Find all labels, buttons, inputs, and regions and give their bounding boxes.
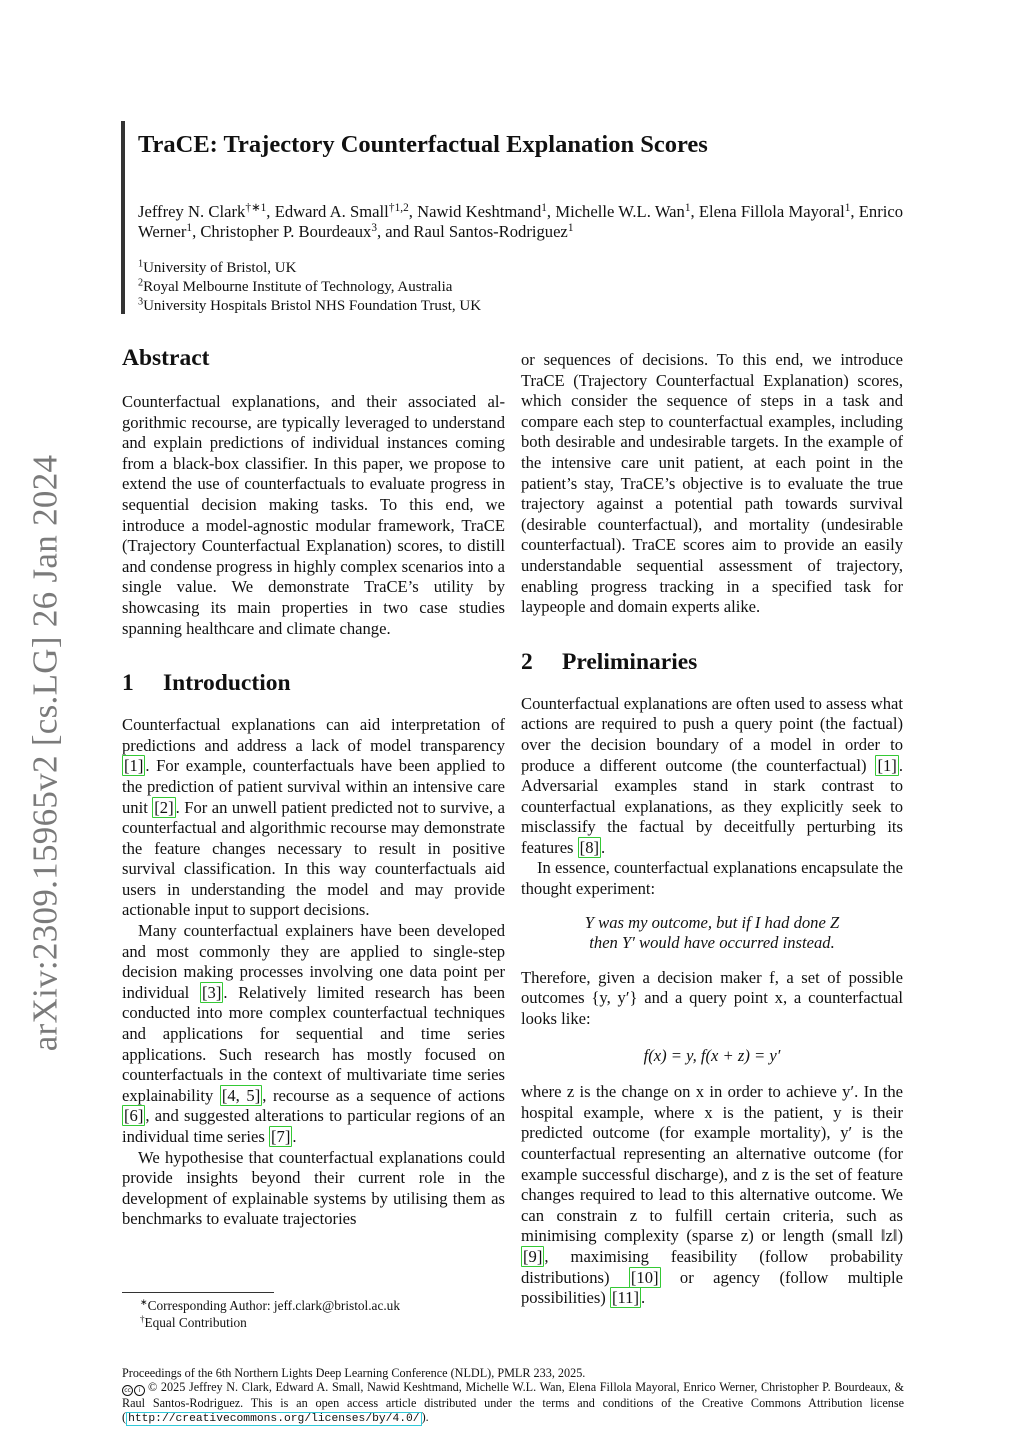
equation: f(x) = y, f(x + z) = y′ — [643, 1045, 781, 1065]
author-name: Enrico Werner — [138, 202, 904, 241]
author-affiliation-mark: 1 — [186, 221, 193, 234]
proceedings-footer — [122, 1366, 904, 1427]
intro-continuation: or sequences of decisions. To this end, we introduce TraCE (Trajectory Counterfactual Explanation) scores, which consider the sequence of steps in a task and compare each step to counterfactual examples, including both desirable and undesirable targets. In the example of the intensive care unit patient, at each point in the patient’s stay, TraCE’s objective is to evaluate the true trajectory against a potential path towards survival (desirable counterfactual), and mortality (undesirable counterfactual). TraCE scores aim to provide an easily understandable sequential assessment of trajectory, enabling progress tracking in a specified task for laypeople and domain experts alike. — [521, 350, 903, 617]
paragraph-text: . — [641, 1288, 646, 1308]
author-affiliation-mark: †∗1 — [245, 201, 267, 214]
footnote — [122, 1314, 502, 1331]
intro-paragraph-1 — [122, 715, 505, 921]
paragraph-text: . Relatively limited research has been conducted into more complex counterfactual techniques and applications for sequential and time series applications. Such research has mostly focused on counterfactuals in the context of multivariate time series explainability — [122, 982, 505, 1105]
paragraph-text: . — [292, 1127, 297, 1146]
paragraph-text: , recourse as a sequence of actions — [262, 1085, 506, 1105]
citation-link[interactable]: [2] — [154, 797, 174, 817]
citation-link[interactable]: [11] — [611, 1288, 639, 1308]
section-heading-introduction — [122, 669, 505, 697]
affiliation-text: University Hospitals Bristol NHS Foundation Trust, UK — [143, 298, 482, 314]
license-text: © 2025 Jeffrey N. Clark, Edward A. Small, Nawid Keshtmand, Michelle W.L. Wan, Elena Fillola Mayoral, Enrico Werner, Christopher P. Bourdeaux, & Raul Santos-Rodriguez. This is an open access article distributed under the terms and conditions of the Creative Commons Attribution license ( — [122, 1380, 904, 1425]
citation-link[interactable]: [8] — [579, 837, 600, 857]
section-title: Preliminaries — [562, 648, 698, 675]
author-name: Nawid Keshtmand — [417, 202, 542, 221]
paragraph-text: . Adversarial examples stand in stark contrast to counterfactual explanations, as they explicitly seek to misclassify the factual by deceitfully perturbing its features — [521, 755, 903, 857]
paragraph-text: . — [601, 837, 606, 857]
abstract-heading: Abstract — [122, 345, 210, 371]
left-column — [122, 344, 505, 1230]
affiliations — [138, 259, 638, 316]
paragraph-text: , and suggested alterations to particular regions of an individual time series — [122, 1106, 505, 1146]
affiliation-mark: 1 — [138, 258, 144, 270]
prelim-paragraph-3: Therefore, given a decision maker f, a set of possible outcomes {y, y′} and a query point x, a counterfactual looks like: — [521, 967, 903, 1029]
section-heading-preliminaries — [521, 648, 903, 676]
thought-experiment-quote — [521, 913, 903, 954]
author-affiliation-mark: †1,2 — [388, 201, 409, 214]
prelim-paragraph-1 — [521, 694, 903, 859]
abstract-text: Counterfactual explanations, and their associated algorithmic recourse, are typically leveraged to understand and explain predictions of individual instances coming from a black-box classifier. In this paper, we propose to extend the use of counterfactuals to evaluate progress in sequential decision making tasks. To this end, we introduce a model-agnostic modular framework, TraCE (Trajectory Counterfactual Explanation) scores, to distill and condense progress in highly complex scenarios into a single value. We demonstrate TraCE’s utility by showcasing its main properties in two case studies spanning healthcare and climate change. — [122, 392, 505, 638]
author-name: Jeffrey N. Clark — [138, 202, 246, 221]
affiliation — [138, 297, 638, 316]
citation-link[interactable]: [10] — [630, 1267, 659, 1287]
affiliation-text: Royal Melbourne Institute of Technology, Australia — [143, 279, 453, 295]
footnote-mark: ∗ — [140, 1297, 148, 1308]
footnote-text: Corresponding Author: jeff.clark@bristol.ac.uk — [147, 1298, 400, 1313]
author-affiliation-mark: 1 — [541, 201, 547, 214]
citation-link[interactable]: [1] — [124, 756, 144, 776]
author-name: Edward A. Small — [274, 202, 389, 221]
citation-link[interactable]: [7] — [271, 1127, 291, 1146]
prelim-paragraph-2: In essence, counterfactual explanations encapsulate the thought experiment: — [521, 858, 903, 899]
author-name: Raul Santos-Rodriguez — [413, 222, 568, 241]
citation-link[interactable]: [3] — [202, 982, 222, 1002]
affiliation-mark: 3 — [138, 296, 144, 308]
arxiv-id: arXiv:2309.15965v2 [cs.LG] 26 Jan 2024 — [25, 454, 64, 1052]
author-affiliation-mark: 1 — [844, 201, 851, 214]
author-name: Christopher P. Bourdeaux — [200, 222, 372, 241]
paragraph-text: Counterfactual explanations are often used to assess what actions are required to push a query point (the factual) over the decision boundary of a model in order to produce a different outcome (the counterfactual) — [521, 693, 903, 775]
footnote — [122, 1297, 502, 1314]
citation-link[interactable]: [6] — [124, 1106, 144, 1126]
citation-link[interactable]: [9] — [523, 1246, 543, 1266]
affiliation-text: University of Bristol, UK — [143, 260, 297, 276]
proceedings-line: Proceedings of the 6th Northern Lights Deep Learning Conference (NLDL), PMLR 233, 2025. — [122, 1366, 586, 1380]
citation-link[interactable]: [4, 5] — [221, 1085, 261, 1105]
arxiv-stamp — [0, 448, 90, 1058]
header-rule — [121, 121, 125, 314]
prelim-paragraph-4 — [521, 1082, 903, 1309]
affiliation-mark: 2 — [138, 277, 144, 289]
cc-by-icon: cc i — [122, 1381, 146, 1396]
intro-paragraph-2 — [122, 921, 505, 1148]
author-name: Michelle W.L. Wan — [555, 202, 685, 221]
paragraph-text: or agency (follow multiple possibilities) — [521, 1267, 904, 1308]
author-name: Elena Fillola Mayoral — [698, 202, 845, 221]
author-list: Jeffrey N. Clark$^{\dagger∗1}$, Edward A. Small$^{\dagger 1,2}$, Nawid Keshtmand$^1$, Michelle W.L. Wan$^1$, Elena Fillola Mayoral$^1$, Enrico Werner$^1$, Christopher P. Bourdeaux$^3$, and Raul Santos-Rodriguez$^1$ — [138, 201, 904, 241]
license-statement — [122, 1380, 904, 1426]
right-column — [521, 350, 903, 1309]
paragraph-text: . For example, counterfactuals have been applied to the prediction of patient survival within an intensive care unit — [122, 756, 505, 817]
author-affiliation-mark: 1 — [684, 201, 691, 214]
paragraph-text: Counterfactual explanations can aid interpretation of predictions and address a lack of model transparency — [122, 715, 505, 755]
footnote-mark: † — [140, 1314, 145, 1325]
affiliation — [138, 278, 638, 297]
author-affiliation-mark: 3 — [371, 221, 377, 234]
paragraph-text: , maximising feasibility (follow probability distributions) — [521, 1246, 903, 1287]
footnote-rule — [122, 1292, 274, 1293]
intro-paragraph-3: We hypothesise that counterfactual explanations could provide insights beyond their current role in the development of explainable systems by utilising them as benchmarks to evaluate trajectories — [122, 1147, 505, 1229]
section-number: 2 — [521, 648, 533, 675]
section-title: Introduction — [163, 670, 291, 697]
author-affiliation-mark: 1 — [567, 221, 574, 234]
section-number: 1 — [122, 670, 134, 697]
footnote-text: Equal Contribution — [144, 1315, 247, 1330]
paragraph-text: where z is the change on x in order to achieve y′. In the hospital example, where x is the patient, y is their predicted outcome (for example mortality), y′ is the counterfactual representing an alternative outcome (for example successful discharge), and z is the set of feature changes required to lead to this alternative outcome. We can constrain z to fulfill certain criteria, such as minimising complexity (sparse z) or length (small ‖z‖) — [521, 1082, 903, 1246]
quote-line: Y was my outcome, but if I had done Z — [584, 912, 840, 932]
paragraph-text: . For an unwell patient predicted not to survive, a counterfactual and algorithmic recourse may demonstrate the feature changes necessary to result in positive survival classification. In this way counterfactuals aid users in understanding the model and may provide actionable input to support decisions. — [122, 797, 505, 920]
citation-link[interactable]: [1] — [877, 755, 897, 775]
affiliation — [138, 259, 638, 278]
license-tail: ). — [421, 1410, 429, 1425]
paper-title: TraCE: Trajectory Counterfactual Explanation Scores — [138, 131, 708, 158]
license-link[interactable]: http://creativecommons.org/licenses/by/4.0/ — [128, 1413, 420, 1426]
quote-line: then Y′ would have occurred instead. — [589, 933, 835, 953]
paragraph-text: Many counterfactual explainers have been developed and most commonly they are applied to single-step decision making processes involving one data point per individual — [122, 921, 505, 1002]
footnotes — [122, 1297, 502, 1331]
